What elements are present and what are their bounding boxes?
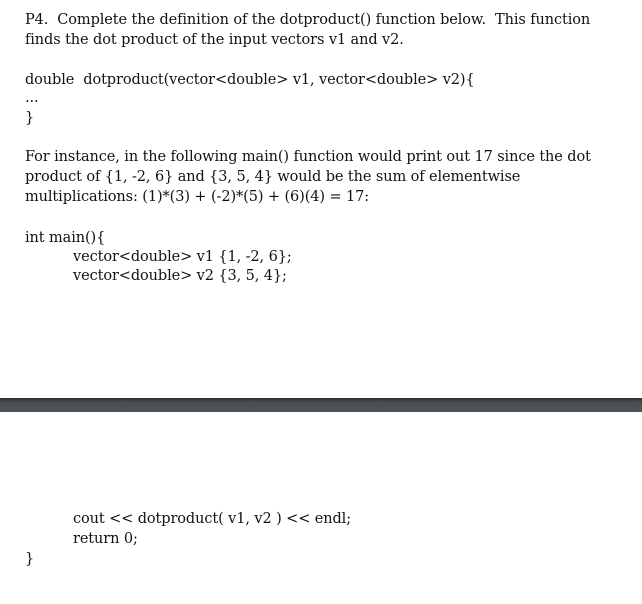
question-line-2: finds the dot product of the input vectors v1 and v2. — [25, 32, 404, 48]
code-v1: vector<double> v1 {1, -2, 6}; — [73, 249, 292, 265]
function-signature: double dotproduct(vector<double> v1, vector<double> v2){ — [25, 72, 475, 88]
code-return: return 0; — [73, 531, 138, 547]
example-line-2: product of {1, -2, 6} and {3, 5, 4} would be the sum of elementwise — [25, 169, 521, 185]
code-v2: vector<double> v2 {3, 5, 4}; — [73, 268, 287, 284]
code-main: int main(){ — [25, 230, 106, 246]
main-close-brace: } — [25, 551, 35, 567]
code-cout: cout << dotproduct( v1, v2 ) << endl; — [73, 511, 352, 527]
ellipsis: ... — [25, 90, 39, 106]
example-line-3: multiplications: (1)*(3) + (-2)*(5) + (6)(4) = 17: — [25, 189, 370, 205]
example-line-1: For instance, in the following main() function would print out 17 since the dot — [25, 149, 591, 165]
page-separator-bar — [0, 398, 642, 412]
question-line-1: P4. Complete the definition of the dotproduct() function below. This function — [25, 12, 591, 28]
signature-close-brace: } — [25, 110, 35, 126]
